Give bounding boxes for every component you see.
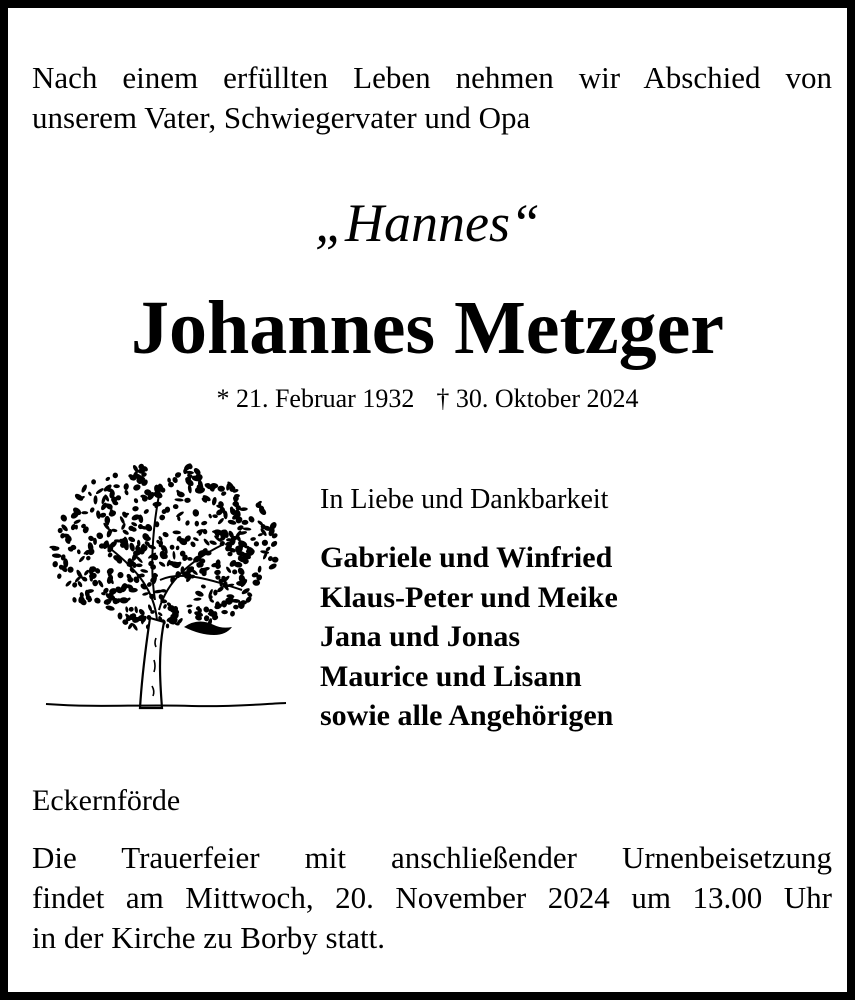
leaf-mark <box>140 568 149 573</box>
leaf-mark <box>107 552 114 559</box>
ground-line <box>46 703 286 706</box>
leaf-mark <box>189 541 196 549</box>
intro-text <box>32 58 832 138</box>
leaf-mark <box>127 536 136 543</box>
leaf-mark <box>96 510 102 519</box>
intro-line-1: Nach einem erfüllten Leben nehmen wir Abschied von <box>32 60 832 95</box>
leaf-mark <box>78 555 86 563</box>
tree-trunk <box>140 618 164 708</box>
leaf-mark <box>209 540 218 546</box>
deceased-nickname: „Hannes“ <box>314 193 541 253</box>
leaf-mark <box>57 573 62 579</box>
leaf-mark <box>124 489 130 496</box>
leaf-mark <box>108 509 117 517</box>
leaf-mark <box>117 612 122 619</box>
leaf-mark <box>257 565 262 572</box>
leaf-mark <box>162 531 170 538</box>
leaf-mark <box>241 520 248 525</box>
leaf-mark <box>105 605 115 612</box>
family-member: Maurice und Lisann <box>320 659 582 693</box>
leaf-mark <box>52 553 62 558</box>
leaf-mark <box>65 580 73 588</box>
leaf-mark <box>185 520 191 526</box>
deceased-full-name: Johannes Metzger <box>130 286 725 370</box>
leaf-mark <box>135 555 144 564</box>
leaf-mark <box>225 566 232 574</box>
thanks-line: In Liebe und Dankbarkeit <box>320 484 609 515</box>
leaf-mark <box>236 524 244 531</box>
service-line-1: Die Trauerfeier mit anschließender Urnenbeisetzung <box>32 840 832 875</box>
leaf-mark <box>59 513 68 522</box>
leaf-mark <box>172 530 181 534</box>
leaf-mark <box>158 561 166 568</box>
leaf-mark <box>217 486 225 492</box>
leaf-mark <box>227 519 237 526</box>
leaf-mark <box>77 549 81 555</box>
leaf-mark <box>175 545 179 550</box>
leaf-mark <box>237 566 246 576</box>
leaf-mark <box>95 487 104 495</box>
leaf-mark <box>112 472 118 478</box>
leaf-mark <box>170 545 175 550</box>
leaf-mark <box>85 555 91 561</box>
leaf-mark <box>186 604 192 608</box>
leaf-mark <box>80 484 88 494</box>
leaf-mark <box>143 508 150 515</box>
leaf-mark <box>195 521 200 527</box>
leaf-mark <box>187 609 192 615</box>
leaf-mark <box>95 531 104 540</box>
leaf-mark <box>133 497 139 503</box>
leaf-mark <box>81 511 88 514</box>
leaf-mark <box>253 540 260 547</box>
leaf-mark <box>134 606 138 613</box>
intro-line-2: unserem Vater, Schwiegervater und Opa <box>32 100 531 135</box>
leaf-mark <box>72 582 78 589</box>
leaf-mark <box>268 562 278 571</box>
leaf-mark <box>192 536 199 541</box>
leaf-mark <box>93 597 101 605</box>
birth-date: * 21. Februar 1932 <box>216 384 415 413</box>
leaf-mark <box>231 569 238 575</box>
family-list <box>320 538 618 736</box>
leaf-mark <box>128 606 134 612</box>
leaf-mark <box>208 513 213 519</box>
leaf-mark <box>117 572 124 579</box>
leaf-mark <box>158 514 166 522</box>
leaf-mark <box>132 483 141 491</box>
leaf-mark <box>128 542 135 552</box>
leaf-mark <box>175 511 184 519</box>
death-date: † 30. Oktober 2024 <box>436 384 639 413</box>
life-dates <box>8 381 847 417</box>
bird-shape <box>184 621 232 635</box>
leaf-mark <box>106 567 115 576</box>
leaf-mark <box>200 584 206 589</box>
leaf-mark <box>221 610 228 614</box>
leaf-mark <box>270 540 279 548</box>
leaf-mark <box>49 546 57 549</box>
leaf-mark <box>52 561 58 568</box>
leaf-mark <box>194 590 204 598</box>
leaf-mark <box>91 479 96 484</box>
leaf-mark <box>172 551 176 560</box>
leaf-mark <box>187 557 193 561</box>
leaf-mark <box>122 529 130 536</box>
family-member: Gabriele und Winfried <box>320 541 613 574</box>
leaf-mark <box>213 589 218 595</box>
leaf-mark <box>192 509 200 518</box>
tree-icon <box>42 460 292 720</box>
leaf-mark <box>272 557 279 563</box>
leaf-mark <box>247 515 255 524</box>
leaf-mark <box>203 538 211 547</box>
leaf-mark <box>193 597 201 601</box>
leaf-mark <box>72 597 77 603</box>
leaf-mark <box>105 476 111 482</box>
leaf-mark <box>261 539 268 546</box>
leaf-mark <box>93 495 97 504</box>
leaf-mark <box>233 605 239 610</box>
family-member: Jana und Jonas <box>320 620 521 653</box>
leaf-mark <box>217 517 225 525</box>
leaf-mark <box>174 498 183 502</box>
place-name: Eckernförde <box>32 784 181 817</box>
leaf-mark <box>180 551 186 557</box>
family-member: Klaus-Peter und Meike <box>320 580 618 614</box>
service-line-2: findet am Mittwoch, 20. November 2024 um 13.00 Uhr <box>32 880 832 915</box>
leaf-mark <box>211 497 217 506</box>
leaf-mark <box>97 579 104 588</box>
leaf-mark <box>242 527 251 531</box>
leaf-mark <box>201 520 208 526</box>
leaf-mark <box>125 606 129 613</box>
family-member: sowie alle Angehörigen <box>320 699 614 732</box>
leaf-mark <box>184 498 191 503</box>
leaf-mark <box>132 506 139 512</box>
leaf-mark <box>73 519 82 525</box>
leaf-mark <box>250 537 256 541</box>
leaf-mark <box>87 491 92 497</box>
leaf-mark <box>89 507 95 514</box>
tree-crown <box>49 462 278 631</box>
leaf-mark <box>230 610 236 617</box>
leaf-mark <box>131 623 138 632</box>
leaf-mark <box>163 604 168 610</box>
leaf-mark <box>172 504 178 510</box>
service-info <box>32 838 832 958</box>
leaf-mark <box>166 624 169 629</box>
leaf-mark <box>123 483 129 490</box>
leaf-mark <box>77 580 83 588</box>
leaf-mark <box>157 611 163 616</box>
leaf-mark <box>92 580 98 586</box>
service-line-3: in der Kirche zu Borby statt. <box>32 920 385 955</box>
leaf-mark <box>113 484 120 488</box>
